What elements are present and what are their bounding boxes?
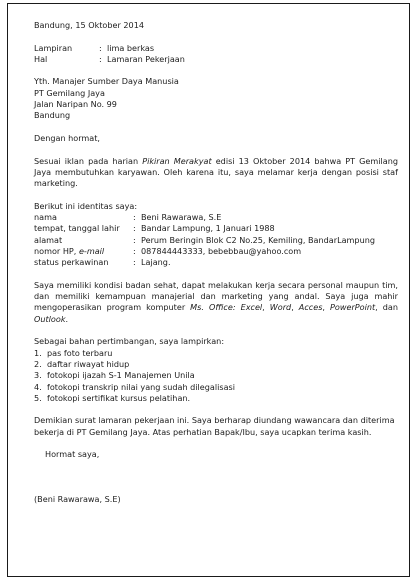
recipient-line: Yth. Manajer Sumber Daya Manusia bbox=[34, 76, 179, 87]
newspaper-name: Pikiran Merakyat bbox=[142, 155, 212, 166]
skills-end: . bbox=[65, 313, 69, 324]
software-name: PowerPoint bbox=[330, 302, 376, 313]
identity-value: Beni Rawarawa, S.E bbox=[141, 212, 222, 223]
attachments-section bbox=[34, 336, 398, 404]
list-number: 3. bbox=[34, 370, 42, 381]
identity-row bbox=[34, 212, 398, 223]
identity-value: Lajang. bbox=[141, 257, 171, 268]
list-item bbox=[34, 359, 398, 370]
salutation: Hormat saya, bbox=[45, 449, 100, 460]
list-item bbox=[34, 348, 398, 359]
identity-colon: : bbox=[133, 212, 136, 223]
identity-label-text: nomor HP, bbox=[34, 245, 79, 256]
recipient-address bbox=[34, 76, 398, 121]
software-name: Acces bbox=[298, 302, 323, 313]
list-number: 5. bbox=[34, 392, 42, 403]
skills-text: Saya memiliki kondisi badan sehat, dapat melakukan kerja secara personal maupun tim, dan memiliki kemampuan manajerial dan marketing yang andal. Saya juga mahir mengoperasikan program komputer bbox=[34, 279, 398, 313]
list-text: fotokopi ijazah S-1 Manajemen Unila bbox=[47, 370, 195, 381]
recipient-line: Bandung bbox=[34, 110, 71, 121]
closing-paragraph: Demikian surat lamaran pekerjaan ini. Saya berharap diundang wawancara dan diterima bekerja di PT Gemilang Jaya. Atas perhatian Bapak/Ibu, saya ucapkan terima kasih. bbox=[34, 415, 395, 437]
list-number: 2. bbox=[34, 358, 42, 369]
attachments-intro: Sebagai bahan pertimbangan, saya lampirkan: bbox=[34, 336, 225, 347]
meta-colon: : bbox=[99, 42, 102, 53]
recipient-line: PT Gemilang Jaya bbox=[34, 87, 105, 98]
software-name: Ms. Office: Excel bbox=[190, 302, 263, 313]
meta-value: lima berkas bbox=[107, 42, 155, 53]
list-number: 4. bbox=[34, 381, 42, 392]
identity-colon: : bbox=[133, 234, 136, 245]
recipient-line: Jalan Naripan No. 99 bbox=[34, 99, 117, 110]
list-item bbox=[34, 370, 398, 381]
meta-value: Lamaran Pekerjaan bbox=[107, 53, 185, 64]
identity-colon: : bbox=[133, 245, 136, 256]
identity-row bbox=[34, 246, 398, 257]
list-text: fotokopi transkrip nilai yang sudah dilegalisasi bbox=[47, 381, 236, 392]
letter-date: Bandung, 15 Oktober 2014 bbox=[34, 20, 144, 30]
identity-value: Perum Beringin Blok C2 No.25, Kemiling, BandarLampung bbox=[141, 234, 375, 245]
identity-colon: : bbox=[133, 257, 136, 268]
identity-value: Bandar Lampung, 1 Januari 1988 bbox=[141, 223, 275, 234]
identity-label: nama bbox=[34, 212, 57, 223]
list-text: pas foto terbaru bbox=[47, 347, 113, 358]
opening-text-2: edisi 13 Oktober 2014 bahwa PT Gemilang Jaya membutuhkan karyawan. Oleh karena itu, saya melamar kerja dengan posisi staf marketing. bbox=[34, 155, 398, 189]
letter-page bbox=[7, 3, 410, 577]
list-text: fotokopi sertifikat kursus pelatihan. bbox=[47, 392, 191, 403]
identity-label: alamat bbox=[34, 234, 63, 245]
identity-intro: Berikut ini identitas saya: bbox=[34, 200, 138, 211]
identity-label-email: e-mail bbox=[78, 245, 105, 256]
identity-colon: : bbox=[133, 223, 136, 234]
identity-row bbox=[34, 223, 398, 234]
greeting: Dengan hormat, bbox=[34, 132, 100, 143]
meta-label: Lampiran bbox=[34, 42, 73, 53]
list-item bbox=[34, 382, 398, 393]
software-name: Word bbox=[269, 302, 292, 313]
identity-label: status perkawinan bbox=[34, 257, 109, 268]
opening-paragraph bbox=[34, 156, 398, 190]
letter-meta bbox=[34, 43, 398, 66]
meta-row-lampiran bbox=[34, 43, 398, 54]
skills-paragraph bbox=[34, 280, 398, 325]
list-text: daftar riwayat hidup bbox=[47, 358, 130, 369]
opening-text-1: Sesuai iklan pada harian bbox=[34, 155, 143, 166]
software-separator: , bbox=[322, 302, 331, 313]
software-separator: , bbox=[262, 302, 270, 313]
identity-label: tempat, tanggal lahir bbox=[34, 223, 120, 234]
signature-name: (Beni Rawarawa, S.E) bbox=[34, 493, 121, 504]
software-separator: , bbox=[291, 302, 299, 313]
identity-value: 087844443333, bebebbau@yahoo.com bbox=[141, 245, 302, 256]
software-name: Outlook bbox=[34, 313, 66, 324]
identity-label bbox=[34, 246, 133, 257]
list-item bbox=[34, 393, 398, 404]
list-number: 1. bbox=[34, 347, 42, 358]
attachments-list bbox=[34, 348, 398, 404]
meta-row-hal bbox=[34, 54, 398, 65]
software-separator: , dan bbox=[375, 302, 398, 313]
meta-colon: : bbox=[99, 53, 102, 64]
identity-row bbox=[34, 235, 398, 246]
letter-body bbox=[34, 20, 398, 505]
meta-label: Hal bbox=[34, 53, 48, 64]
identity-row bbox=[34, 257, 398, 268]
identity-section bbox=[34, 201, 398, 269]
signature-space bbox=[34, 461, 398, 483]
